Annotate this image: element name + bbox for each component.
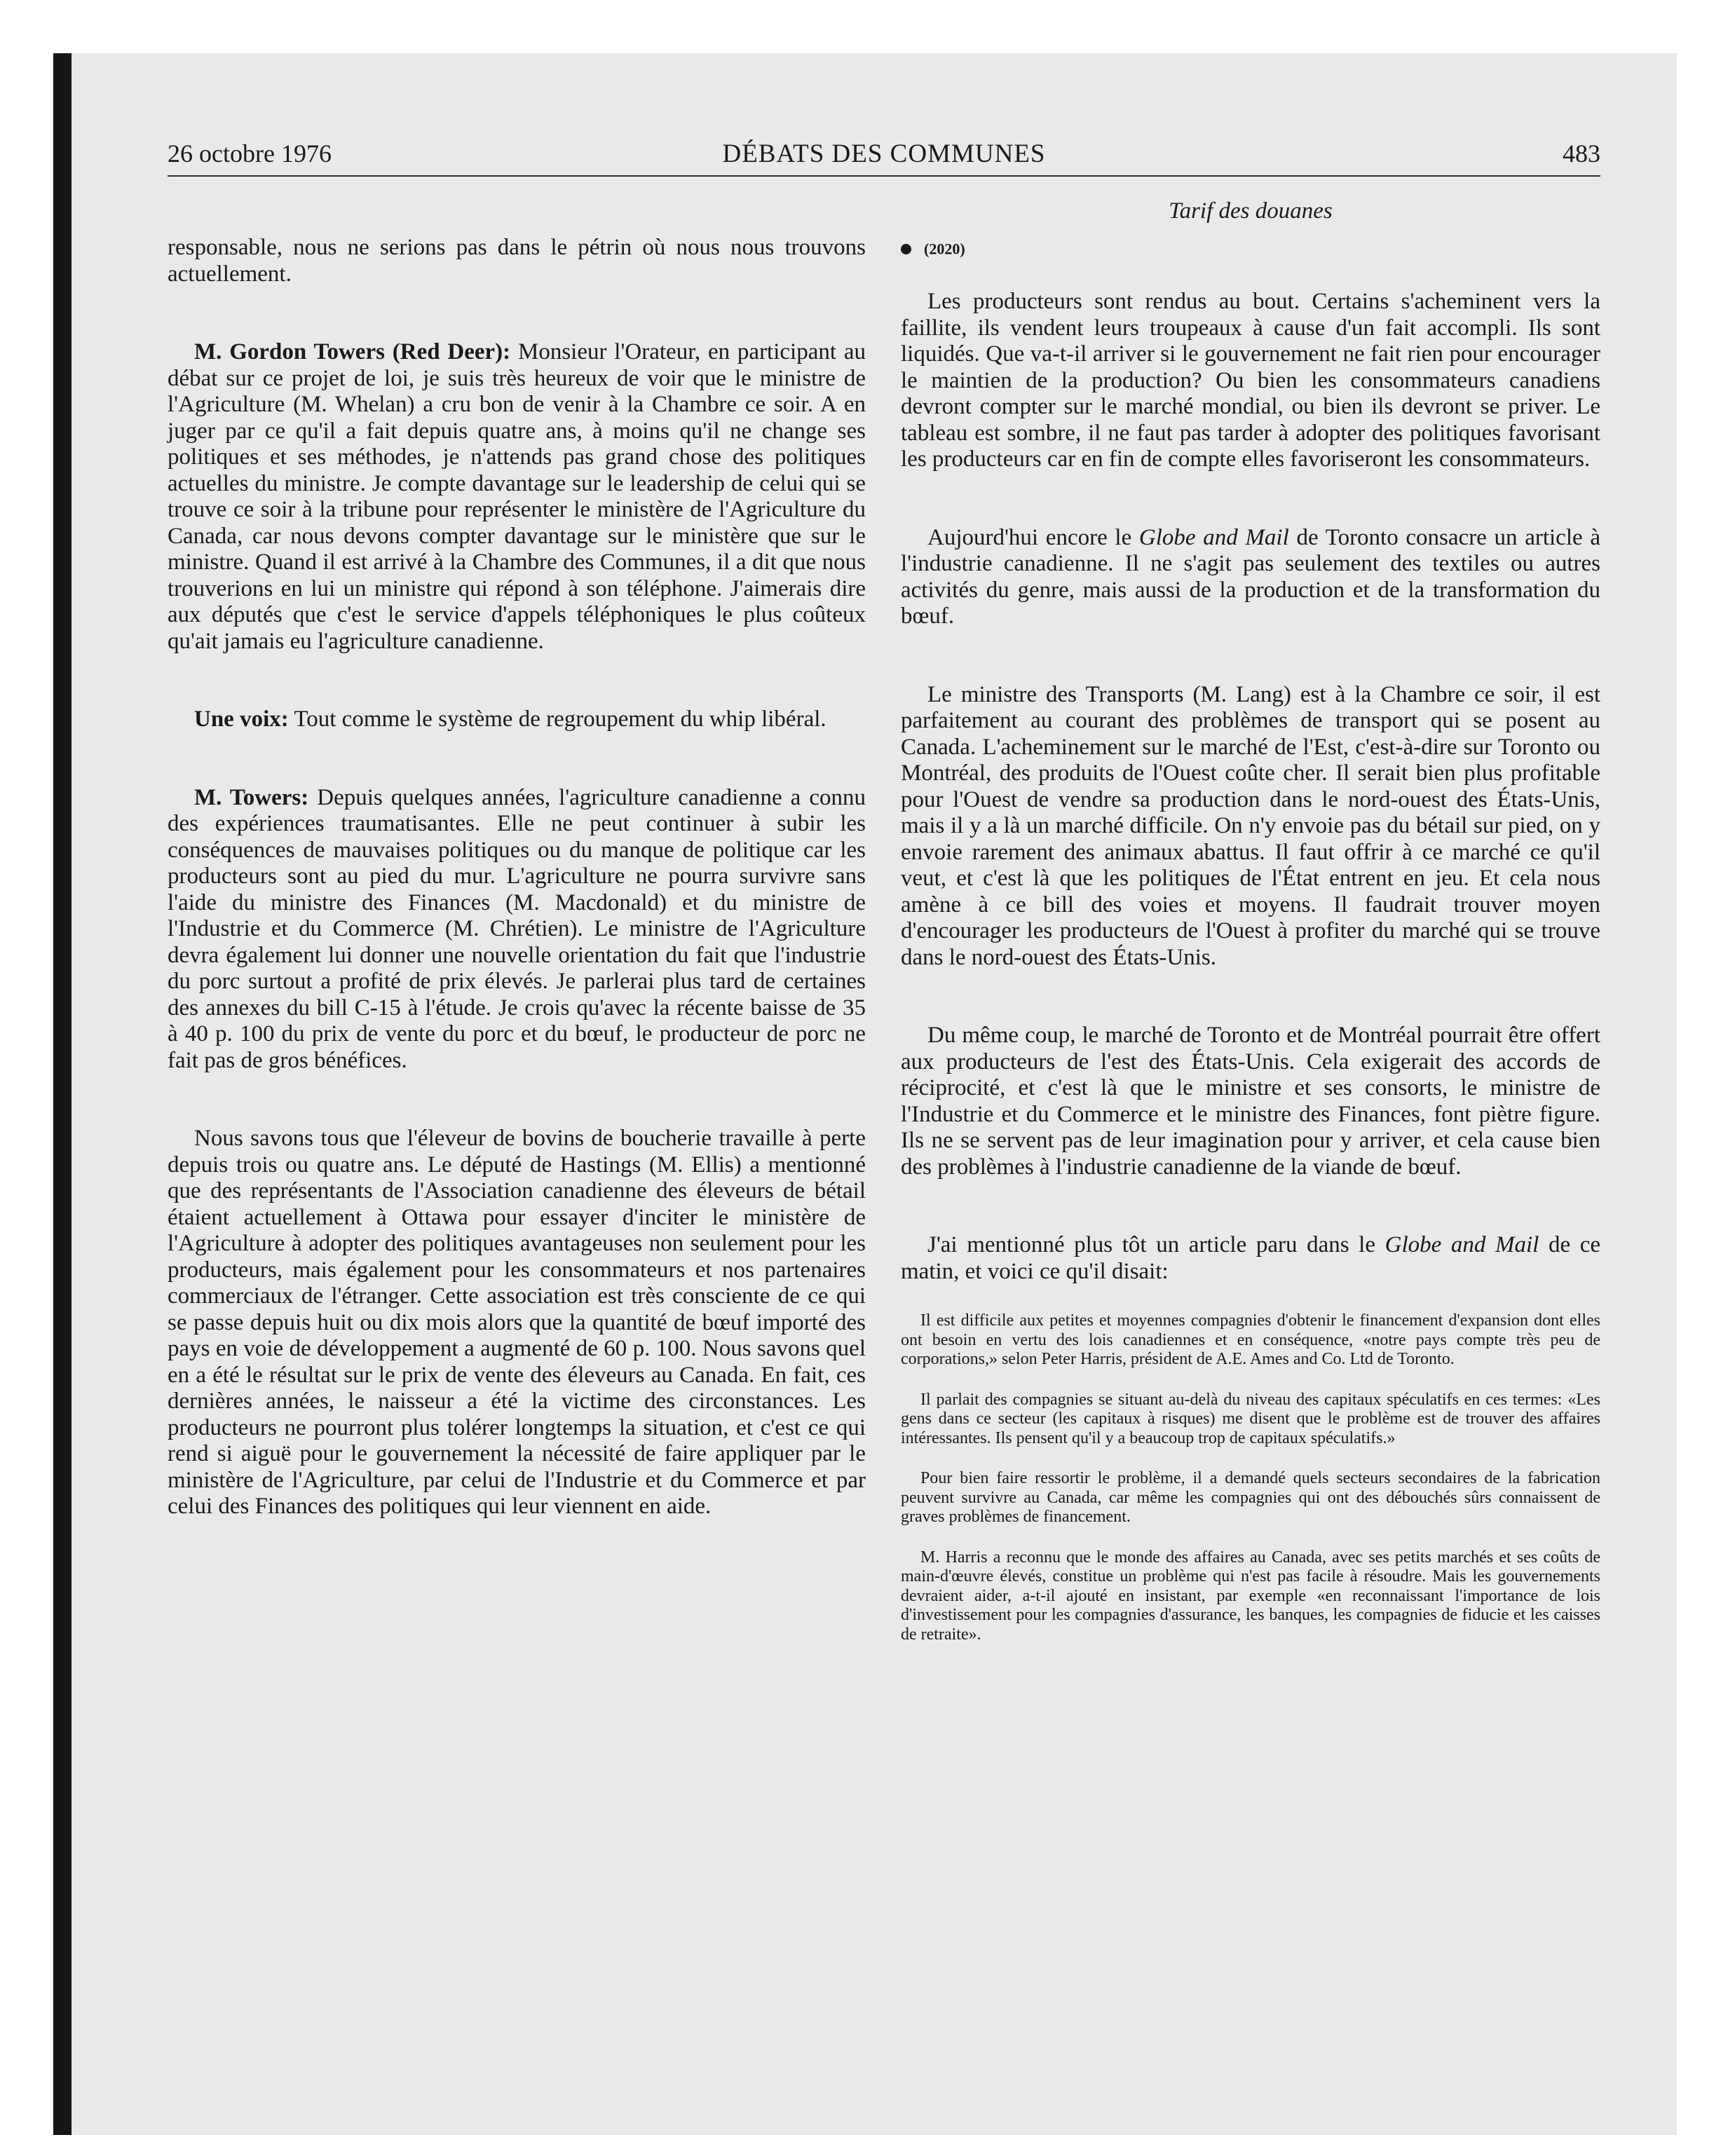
paragraph: Aujourd'hui encore le Globe and Mail de Toronto consacre un article à l'industrie canadienne. Il ne s'agit pas seulement des textiles ou autres activités du genre, mais aussi de la production et de la transformation du bœuf. [901, 524, 1600, 629]
quoted-paragraph: Il parlait des compagnies se situant au-delà du niveau des capitaux spéculatifs en ces termes: «Les gens dans ce secteur (les capitaux à risques) me disent que le problème est de trouver des affaires intéressantes. Ils pensent qu'il y a beaucoup trop de capitaux spéculatifs.» [901, 1390, 1600, 1447]
time-marker: (2020) [901, 235, 1600, 262]
header-date: 26 octobre 1976 [168, 139, 332, 168]
page-number: 483 [1563, 139, 1600, 168]
header-title: DÉBATS DES COMMUNES [722, 139, 1046, 168]
speaker-name: M. Gordon Towers (Red Deer): [194, 339, 511, 364]
paragraph: M. Towers: Depuis quelques années, l'agriculture canadienne a connu des expériences traumatisantes. Elle ne peut continuer à subir les conséquences de mauvaises politiques ou du manque de politique car les producteurs sont au pied du mur. L'agriculture ne pourra survivre sans l'aide du ministre des Finances (M. Macdonald) et du ministre de l'Industrie et du Commerce (M. Chrétien). Le ministre de l'Agriculture devra également lui donner une nouvelle orientation du fait que l'industrie du porc surtout a profité de prix élevés. Je parlerai plus tard de certaines des annexes du bill C-15 à l'étude. Je crois qu'avec la récente baisse de 35 à 40 p. 100 du prix de vente du porc et du bœuf, le producteur de porc ne fait pas de gros bénéfices. [168, 784, 866, 1073]
bullet-icon [901, 244, 911, 254]
quoted-paragraph: M. Harris a reconnu que le monde des affaires au Canada, avec ses petits marchés et ses coûts de main-d'œuvre élevés, constitue un problème qui n'est pas facile à résoudre. Mais les gouvernements devraient aider, a-t-il ajouté en insistant, par exemple «en reconnaissant l'importance de lois d'investissement pour les compagnies d'assurance, les banques, les compagnies de fiducie et les caisses de retraite». [901, 1548, 1600, 1644]
quoted-paragraph: Il est difficile aux petites et moyennes compagnies d'obtenir le financement d'expansion dont elles ont besoin en vertu des lois canadiennes et en conséquence, «notre pays compte très peu de corporations,» selon Peter Harris, président de A.E. Ames and Co. Ltd de Toronto. [901, 1311, 1600, 1369]
quoted-paragraph: Pour bien faire ressortir le problème, il a demandé quels secteurs secondaires de la fabrication peuvent survivre au Canada, car même les compagnies qui ont des débouchés sûrs connaissent de graves problèmes de financement. [901, 1469, 1600, 1527]
left-column [168, 235, 866, 1572]
paragraph: Nous savons tous que l'éleveur de bovins de boucherie travaille à perte depuis trois ou quatre ans. Le député de Hastings (M. Ellis) a mentionné que des représentants de l'Association canadienne des éleveurs de bétail étaient actuellement à Ottawa pour essayer d'inciter le ministère de l'Agriculture à adopter des politiques avantageuses non seulement pour les producteurs, mais également pour les consommateurs et nos partenaires commerciaux de l'étranger. Cette association est très consciente de ce qui se passe depuis huit ou dix mois alors que la quantité de bœuf importé des pays en voie de développement a augmenté de 60 p. 100. Nous savons quel en a été le résultat sur le prix de vente des éleveurs au Canada. En fait, ces dernières années, le naisseur a été la victime des circonstances. Les producteurs ne pourront plus tolérer longtemps la situation, et c'est ce qui rend si aiguë pour le gouvernement la nécessité de faire appliquer par le ministère de l'Agriculture, par celui de l'Industrie et du Commerce et par celui des Finances des politiques qui leur viennent en aide. [168, 1126, 866, 1519]
paragraph: Les producteurs sont rendus au bout. Certains s'acheminent vers la faillite, ils vendent leurs troupeaux à cause d'un fait accompli. Ils sont liquidés. Que va-t-il arriver si le gouvernement ne fait rien pour encourager le maintien de la production? Ou bien les consommateurs canadiens devront compter sur le marché mondial, ou bien ils devront se priver. Le tableau est sombre, il ne faut pas tarder à adopter des politiques favorisant les producteurs car en fin de compte elles favoriseront les consommateurs. [901, 289, 1600, 472]
running-head: Tarif des douanes [1169, 198, 1333, 224]
page-header [168, 139, 1600, 178]
paragraph: M. Gordon Towers (Red Deer): Monsieur l'Orateur, en participant au débat sur ce projet de loi, je suis très heureux de voir que le ministre de l'Agriculture (M. Whelan) a cru bon de venir à la Chambre ce soir. A en juger par ce qu'il a fait depuis quatre ans, à moins qu'il ne change ses politiques et ses méthodes, je n'attends pas grand chose des politiques actuelles du ministre. Je compte davantage sur le leadership de celui qui se trouve ce soir à la tribune pour représenter le ministère de l'Agriculture du Canada, car nous devons compter davantage sur le ministère que sur le ministre. Quand il est arrivé à la Chambre des Communes, il a dit que nous trouverions en lui un ministre qui répond à son téléphone. J'aimerais dire aux députés que c'est le service d'appels téléphoniques le plus coûteux qu'ait jamais eu l'agriculture canadienne. [168, 339, 866, 654]
header-rule [168, 175, 1600, 177]
paragraph: Du même coup, le marché de Toronto et de Montréal pourrait être offert aux producteurs de l'est des États-Unis. Cela exigerait des accords de réciprocité, et c'est là que le ministre et ses consorts, le ministre de l'Industrie et du Commerce et le ministre des Finances, font piètre figure. Ils ne se servent pas de leur imagination pour y arriver, et cela cause bien des problèmes à l'industrie canadienne de la viande de bœuf. [901, 1023, 1600, 1180]
paragraph: Le ministre des Transports (M. Lang) est à la Chambre ce soir, il est parfaitement au courant des problèmes de transport qui se posent au Canada. L'acheminement sur le marché de l'Est, c'est-à-dire sur Toronto ou Montréal, des produits de l'Ouest coûte cher. Il serait bien plus profitable pour l'Ouest de vendre sa production dans le nord-ouest des États-Unis, mais il y a là un marché difficile. On n'y envoie pas du bétail sur pied, on y envoie rarement des animaux abattus. Il faut offrir à ce marché ce qu'il veut, et c'est là que les politiques de l'État entrent en jeu. Et cela nous amène à ce bill des voies et moyens. Il faudrait trouver moyen d'encourager les producteurs de l'Ouest à profiter du marché qui se trouve dans le nord-ouest des États-Unis. [901, 681, 1600, 970]
right-column [901, 235, 1600, 1665]
scan-binding-edge [53, 53, 72, 2135]
paragraph: responsable, nous ne serions pas dans le pétrin où nous nous trouvons actuellement. [168, 235, 866, 287]
speaker-name: Une voix: [194, 707, 289, 732]
paragraph: J'ai mentionné plus tôt un article paru dans le Globe and Mail de ce matin, et voici ce qu'il disait: [901, 1232, 1600, 1284]
paragraph: Une voix: Tout comme le système de regroupement du whip libéral. [194, 707, 826, 732]
speaker-name: M. Towers: [194, 784, 309, 810]
